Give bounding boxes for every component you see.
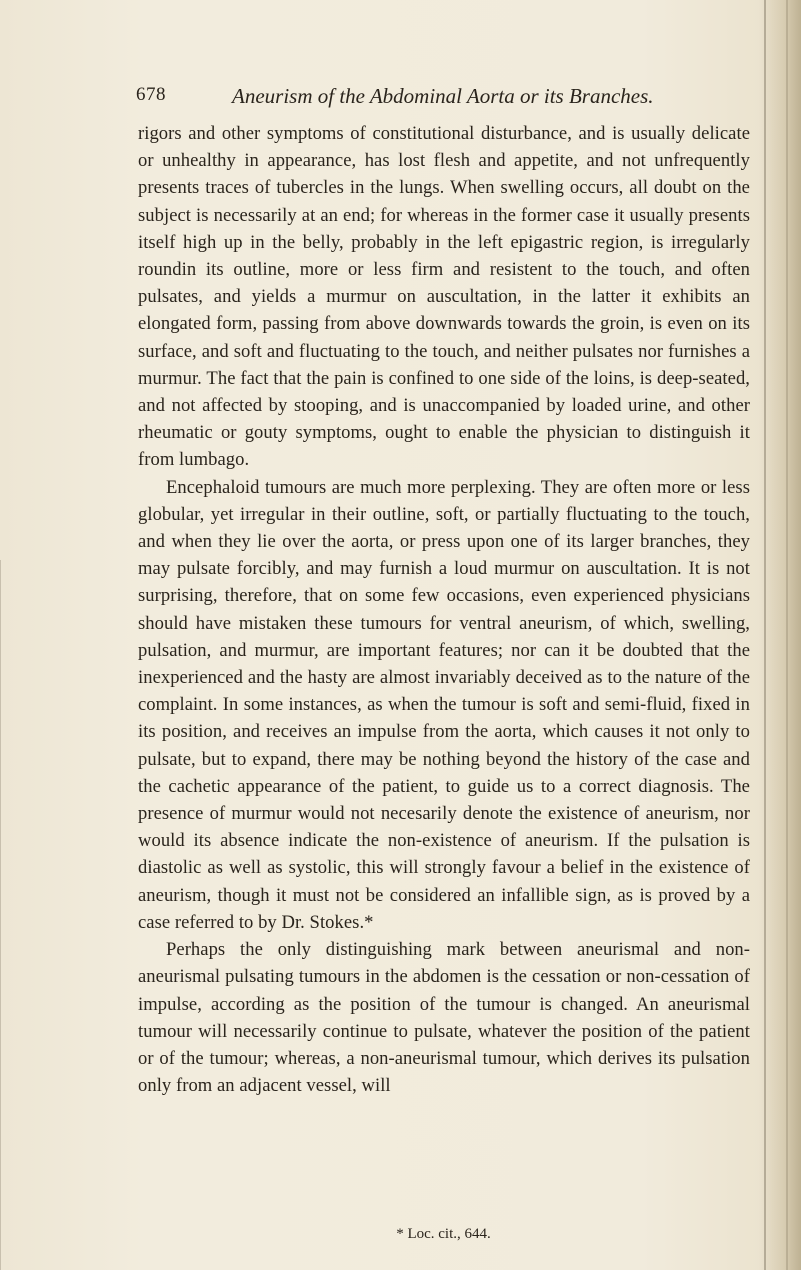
left-margin-mark bbox=[0, 560, 15, 1270]
running-title: Aneurism of the Abdominal Aorta or its Branches. bbox=[232, 84, 654, 108]
page-edge-line bbox=[786, 0, 788, 1270]
paragraph-distinguishing-mark: Perhaps the only distinguishing mark between aneurismal and non-aneurismal pulsating tumours in the abdomen is the cessation or non-cessation of impulse, according as the position of the tumour is changed. An aneurismal tumour will necessarily continue to pulsate, whatever the position of the patient or of the tumour; whereas, a non-aneurismal tumour, which derives its pulsation only from an adjacent vessel, will bbox=[138, 939, 750, 1097]
footnote: * Loc. cit., 644. bbox=[396, 1226, 491, 1242]
body-text bbox=[138, 120, 750, 1099]
paragraph-encephaloid: Encephaloid tumours are much more perplexing. They are often more or less globular, yet irregular in their outline, soft, or partially fluctuating to the touch, and when they lie over the aorta, or press upon one of its larger branches, they may pulsate forcibly, and may furnish a loud murmur on auscultation. It is not surprising, therefore, that on some few occasions, even experienced physicians should have mistaken these tumours for ventral aneurism, of which, swelling, pulsation, and murmur, are important features; nor can it be doubted that the inexperienced and the hasty are almost invariably deceived as to the nature of the complaint. In some instances, as when the tumour is soft and semi-fluid, fixed in its position, and receives an impulse from the aorta, which causes it not only to pulsate, but to expand, there may be nothing beyond the history of the case and the cachetic appearance of the patient, to guide us to a correct diagnosis. The presence of murmur would not necesarily denote the existence of aneurism, nor would its absence indicate the non-existence of aneurism. If the pulsation is diastolic as well as systolic, this will strongly favour a belief in the existence of aneurism, though it must not be considered an infallible sign, as is proved by a case referred to by Dr. Stokes.* bbox=[138, 476, 750, 933]
page-edge-line bbox=[764, 0, 766, 1270]
paragraph-continuation: rigors and other symptoms of constitutional disturbance, and is usually delicate or unhealthy in appearance, has lost flesh and appetite, and not unfrequently presents traces of tubercles in the lungs. When swelling occurs, all doubt on the subject is necessarily at an end; for whereas in the former case it usually presents itself high up in the belly, probably in the left epigastric region, is irregularly roundin its outline, more or less firm and resistent to the touch, and often pulsates, and yields a murmur on auscultation, in the latter it exhibits an elongated form, passing from above downwards towards the groin, is even on its surface, and soft and fluctuating to the touch, and neither pulsates nor furnishes a murmur. The fact that the pain is confined to one side of the loins, is deep-seated, and not affected by stooping, and is unaccompanied by loaded urine, and other rheumatic or gouty symptoms, ought to enable the physician to distinguish it from lumbago. bbox=[138, 123, 750, 471]
page-number: 678 bbox=[136, 84, 166, 105]
page-header bbox=[136, 84, 736, 114]
